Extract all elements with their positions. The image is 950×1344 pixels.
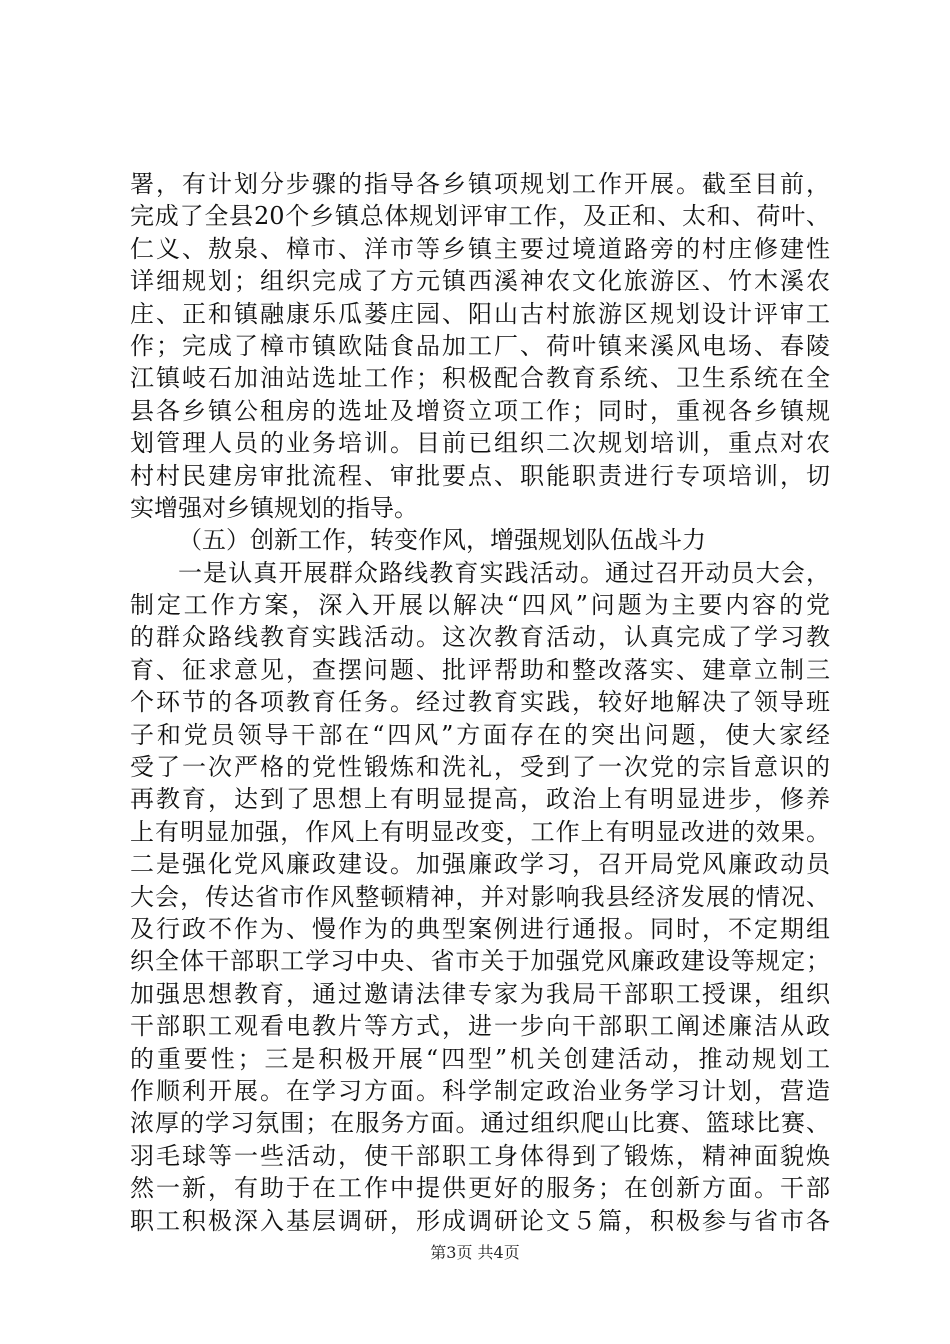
text-line: 然一新，有助于在工作中提供更好的服务；在创新方面。干部	[130, 1174, 830, 1203]
text-line: 干部职工观看电教片等方式，进一步向干部职工阐述廉洁从政	[130, 1012, 830, 1041]
text-line: 完成了全县20个乡镇总体规划评审工作，及正和、太和、荷叶、	[130, 202, 830, 231]
text-line: 划管理人员的业务培训。目前已组织二次规划培训，重点对农	[130, 429, 830, 458]
text-line: 织全体干部职工学习中央、省市关于加强党风廉政建设等规定；	[130, 947, 830, 976]
text-line: 二是强化党风廉政建设。加强廉政学习，召开局党风廉政动员	[130, 850, 830, 879]
text-line: 庄、正和镇融康乐瓜蒌庄园、阳山古村旅游区规划设计评审工	[130, 299, 830, 328]
text-line: 个环节的各项教育任务。经过教育实践，较好地解决了领导班	[130, 688, 830, 717]
text-line: 羽毛球等一些活动，使干部职工身体得到了锻炼，精神面貌焕	[130, 1141, 830, 1170]
text-line: 实增强对乡镇规划的指导。	[130, 493, 418, 522]
section-heading: （五）创新工作，转变作风，增强规划队伍战斗力	[178, 526, 706, 555]
text-line: 的重要性；三是积极开展“四型”机关创建活动，推动规划工	[130, 1044, 830, 1073]
text-line: 仁义、敖泉、樟市、洋市等乡镇主要过境道路旁的村庄修建性	[130, 234, 830, 263]
text-line: 详细规划；组织完成了方元镇西溪神农文化旅游区、竹木溪农	[130, 267, 830, 296]
body-text	[130, 168, 830, 1237]
text-line: 县各乡镇公租房的选址及增资立项工作；同时，重视各乡镇规	[130, 396, 830, 425]
text-line: 作；完成了樟市镇欧陆食品加工厂、荷叶镇来溪风电场、春陵	[130, 331, 830, 360]
text-line: 村村民建房审批流程、审批要点、职能职责进行专项培训，切	[130, 461, 830, 490]
text-line: 再教育，达到了思想上有明显提高，政治上有明显进步，修养	[130, 785, 830, 814]
text-line: 江镇岐石加油站选址工作；积极配合教育系统、卫生系统在全	[130, 364, 830, 393]
text-line: 上有明显加强，作风上有明显改变，工作上有明显改进的效果。	[130, 817, 830, 846]
text-line: 及行政不作为、慢作为的典型案例进行通报。同时，不定期组	[130, 914, 830, 943]
text-line: 一是认真开展群众路线教育实践活动。通过召开动员大会，	[178, 558, 830, 587]
text-line: 浓厚的学习氛围；在服务方面。通过组织爬山比赛、篮球比赛、	[130, 1109, 830, 1138]
text-line: 受了一次严格的党性锻炼和洗礼，受到了一次党的宗旨意识的	[130, 753, 830, 782]
text-line: 子和党员领导干部在“四风”方面存在的突出问题，使大家经	[130, 720, 830, 749]
page-footer: 第3页 共4页	[430, 1243, 520, 1262]
text-line: 育、征求意见，查摆问题、批评帮助和整改落实、建章立制三	[130, 655, 830, 684]
text-line: 的群众路线教育实践活动。这次教育活动，认真完成了学习教	[130, 623, 830, 652]
text-line: 大会，传达省市作风整顿精神，并对影响我县经济发展的情况、	[130, 882, 830, 911]
text-line: 职工积极深入基层调研，形成调研论文５篇，积极参与省市各	[130, 1206, 830, 1235]
text-line: 制定工作方案，深入开展以解决“四风”问题为主要内容的党	[130, 591, 830, 620]
text-line: 署，有计划分步骤的指导各乡镇项规划工作开展。截至目前，	[130, 170, 830, 198]
text-line: 作顺利开展。在学习方面。科学制定政治业务学习计划，营造	[130, 1076, 830, 1105]
text-line: 加强思想教育，通过邀请法律专家为我局干部职工授课，组织	[130, 979, 830, 1008]
